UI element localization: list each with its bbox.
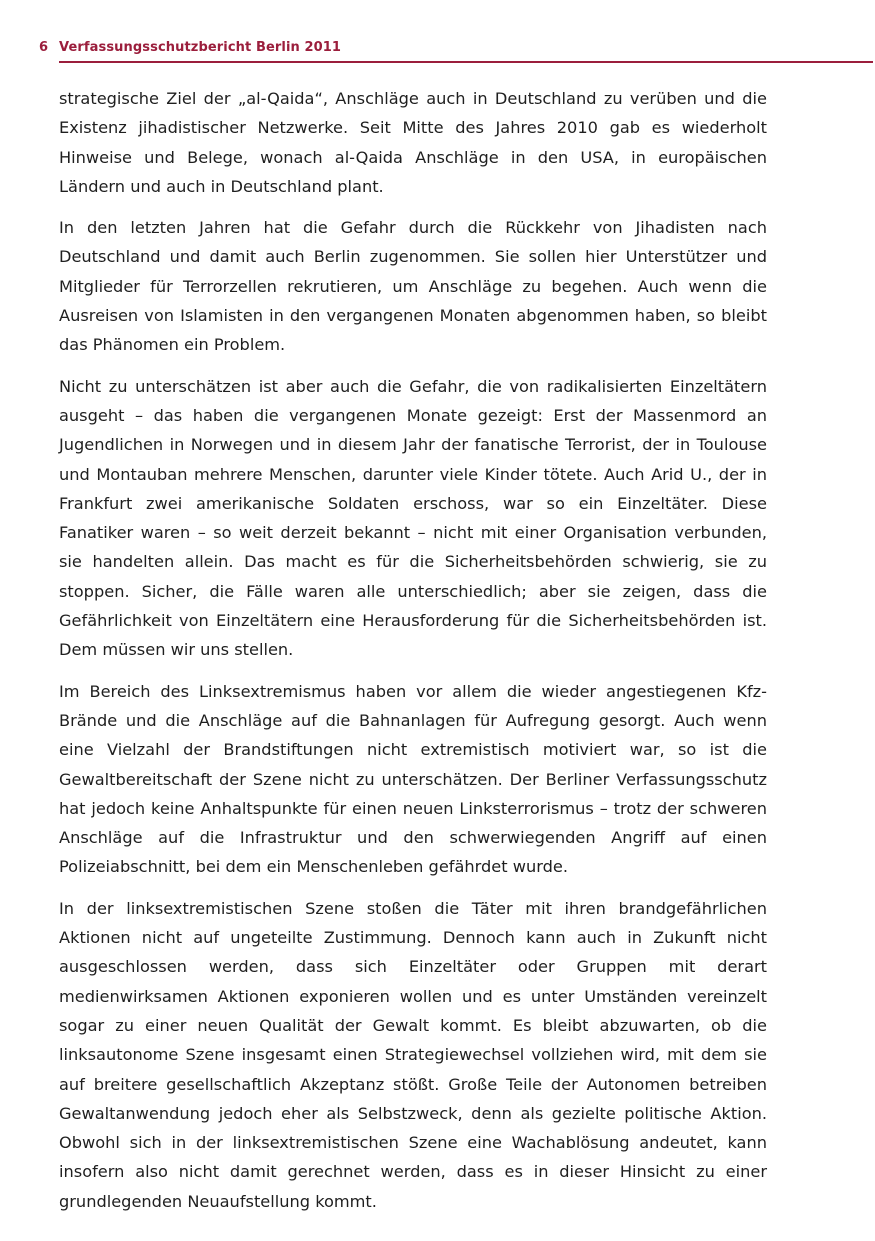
header-rule xyxy=(59,61,873,63)
paragraph-2: In den letzten Jahren hat die Gefahr durch die Rückkehr von Jihadisten nach Deutschland und damit auch Berlin zugenommen. Sie sollen hier Unterstützer und Mitglieder für Terrorzellen rekrutieren, um Anschläge zu begehen. Auch wenn die Ausreisen von Islamisten in den vergangenen Monaten abgenommen haben, so bleibt das Phänomen ein Problem. xyxy=(59,218,767,355)
paragraph-3: Nicht zu unterschätzen ist aber auch die Gefahr, die von radikalisierten Einzeltätern ausgeht – das haben die vergangenen Monate gezeigt: Erst der Massenmord an Jugendlichen in Norwegen und in diesem Jahr der fanatische Terrorist, der in Toulouse und Montauban mehrere Menschen, darunter viele Kinder tötete. Auch Arid U., der in Frankfurt zwei amerikanische Soldaten erschoss, war so ein Einzeltäter. Diese Fanatiker waren – so weit derzeit bekannt – nicht mit einer Organisation verbunden, sie handelten allein. Das macht es für die Sicherheitsbehörden schwierig, sie zu stoppen. Sicher, die Fälle waren alle unterschiedlich; aber sie zeigen, dass die Gefährlichkeit von Einzeltätern eine Herausforderung für die Sicherheitsbehörden ist. Dem müssen wir uns stellen. xyxy=(59,376,767,660)
paragraph-1: strategische Ziel der „al-Qaida“, Anschläge auch in Deutschland zu verüben und die Existenz jihadistischer Netzwerke. Seit Mitte des Jahres 2010 gab es wiederholt Hinweise und Belege, wonach al-Qaida Anschläge in den USA, in europäischen Ländern und auch in Deutschland plant. xyxy=(59,89,767,196)
paragraph-4: Im Bereich des Linksextremismus haben vor allem die wieder angestiegenen Kfz-Brände und die Anschläge auf die Bahnanlagen für Aufregung gesorgt. Auch wenn eine Vielzahl der Brandstiftungen nicht extremistisch motiviert war, so ist die Gewaltbereitschaft der Szene nicht zu unterschätzen. Der Berliner Verfassungsschutz hat jedoch keine Anhaltspunkte für einen neuen Linksterrorismus – trotz der schweren Anschläge auf die Infrastruktur und den schwerwiegenden Angriff auf einen Polizeiabschnitt, bei dem ein Menschenleben gefährdet wurde. xyxy=(59,681,767,877)
page-header xyxy=(39,38,873,62)
page-number: 6 xyxy=(39,40,49,55)
running-title: Verfassungsschutzbericht Berlin 2011 xyxy=(59,40,342,55)
paragraph-5: In der linksextremistischen Szene stoßen die Täter mit ihren brandgefährlichen Aktionen nicht auf ungeteilte Zustimmung. Dennoch kann auch in Zukunft nicht ausgeschlossen werden, dass sich Einzeltäter oder Gruppen mit derart medienwirksamen Aktionen exponieren wollen und es unter Umständen vereinzelt sogar zu einer neuen Qualität der Gewalt kommt. Es bleibt abzuwarten, ob die linksautonome Szene insgesamt einen Strategiewechsel vollziehen wird, mit dem sie auf breitere gesellschaftlich Akzeptanz stößt. Große Teile der Autonomen betreiben Gewaltanwendung jedoch eher als Selbstzweck, denn als gezielte politische Aktion. Obwohl sich in der linksextremistischen Szene eine Wachablösung andeutet, kann insofern also nicht damit gerechnet werden, dass es in dieser Hinsicht zu einer grundlegenden Neuaufstellung kommt. xyxy=(59,898,767,1211)
body-text xyxy=(59,84,767,1228)
